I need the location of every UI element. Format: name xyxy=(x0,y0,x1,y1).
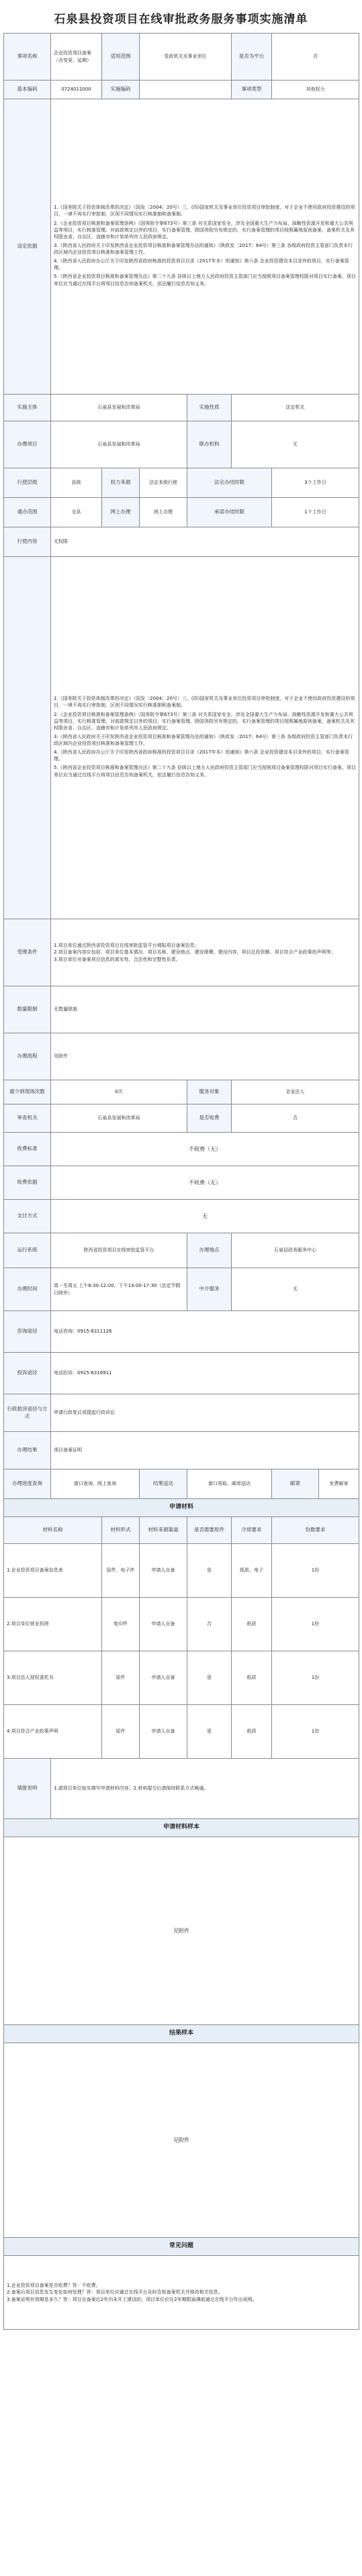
label-basis: 设定依据 xyxy=(4,99,51,395)
value-consult: 电话咨询：0915-6311126 xyxy=(51,1311,359,1353)
label-result-time: 办理进度查询 xyxy=(4,1470,51,1499)
value-basis xyxy=(51,99,359,395)
faq-body xyxy=(4,2256,359,2330)
value-quantity: 无数量限制 xyxy=(51,986,359,1033)
value-charge-basis: 不收费（无） xyxy=(51,1166,359,1200)
table-row xyxy=(4,1705,359,1759)
basis-para: 4.《陕西省人民政府办公厅关于印发陕西省政府核准的投资项目目录（2017年本）的通知》第六条 企业投资建设本目录外的项目，实行备案管理。 xyxy=(54,750,349,762)
row-handle-time xyxy=(4,1268,359,1311)
label-legal-deadline: 法定办结时限 xyxy=(187,468,272,498)
table-row xyxy=(4,1598,359,1651)
material-copies: 1份 xyxy=(272,1651,359,1705)
material-name: 2.项目单位营业执照 xyxy=(4,1598,102,1651)
label-check-time: 结果送达 xyxy=(140,1470,187,1499)
basis-para: 2.《企业投资项目核准和备案管理条例》（国务院令第673号）第三条 对关系国家安全、涉及全国重大生产力布局、战略性资源开发和重大公共利益等项目，实行核准管理。对前款规定以外的项目，实行备案管理。除国务院另有规定的，实行备案管理的项目按照属地原则备案，备案机关及其权限由省、自治区、直辖市和计划单列市人民政府规定。 xyxy=(54,220,355,240)
label-impl-code: 实施编码 xyxy=(102,81,140,99)
value-basic-code: 0724011000 xyxy=(51,81,102,99)
document-page xyxy=(3,0,359,2330)
materials-header-form: 材料形式 xyxy=(102,1517,140,1544)
value-basis-repeat xyxy=(51,557,359,919)
label-joint-agency: 联办机构 xyxy=(187,421,232,468)
value-is-charged: 否 xyxy=(232,1104,359,1133)
materials-header-original: 是否需要原件 xyxy=(187,1517,232,1544)
label-result: 办理结果 xyxy=(4,1432,51,1470)
materials-header-name: 材料名称 xyxy=(4,1517,102,1544)
value-power-source: 法定本级行使 xyxy=(140,468,187,498)
label-basis-repeat xyxy=(4,557,51,919)
row-charge-standard xyxy=(4,1133,359,1166)
material-copies: 1份 xyxy=(272,1705,359,1759)
label-handle-type: 办理项目 xyxy=(4,421,51,468)
label-basic-code: 基本编码 xyxy=(4,81,51,99)
label-name: 事项名称 xyxy=(4,34,51,81)
label-scope: 适用范围 xyxy=(102,34,140,81)
row-sample-title xyxy=(4,1819,359,1837)
row-faq-body xyxy=(4,2256,359,2330)
label-charge-standard: 收费标准 xyxy=(4,1133,51,1166)
value-review-subject: 石泉县发展和改革局 xyxy=(51,1104,187,1133)
label-impl-nature: 实施性质 xyxy=(187,395,232,421)
section-materials-title: 申请材料 xyxy=(4,1499,359,1517)
row-basis xyxy=(4,99,359,395)
row-materials-header xyxy=(4,1517,359,1544)
basis-para: 3.《陕西省人民政府关于印发陕西省企业投资项目核准和备案管理办法的通知》（陕政发〔2017〕64号）第三条 各级政府投资主管部门负责本行政区域内企业投资项目核准和备案管理工作。 xyxy=(54,733,353,747)
material-name: 1.企业投资项目备案信息表 xyxy=(4,1544,102,1598)
label-channel: 通办范围 xyxy=(4,498,51,527)
sample-body: 见附件 xyxy=(4,1837,359,2025)
table-row xyxy=(4,1544,359,1598)
label-handle-time: 办理时间 xyxy=(4,1268,51,1311)
value-fill-note: 1.请项目单位如实填写申请材料内容；2.材料提交后请保持联系方式畅通。 xyxy=(51,1759,359,1819)
row-result xyxy=(4,1432,359,1470)
value-check-time: 窗口领取、邮寄送达 xyxy=(187,1470,272,1499)
label-level: 行使层级 xyxy=(4,468,51,498)
value-charge-standard: 不收费（无） xyxy=(51,1133,359,1166)
row-content xyxy=(4,527,359,557)
value-content: 无权限 xyxy=(51,527,359,557)
label-standardized: 是否为平台 xyxy=(232,34,272,81)
label-charge-basis: 收费依据 xyxy=(4,1166,51,1200)
row-basis-repeat xyxy=(4,557,359,919)
value-online-depth: 网上办理 xyxy=(140,498,187,527)
row-complaint xyxy=(4,1353,359,1394)
section-faq-title: 常见问题 xyxy=(4,2238,359,2256)
basis-para: 5.《陕西省企业投资项目核准和备案管理办法》第二十九条 县级以上地方人民政府投资主管部门应当按照项目备案管理权限对项目实行备案。项目单位应当通过在线平台将项目信息告知备案机关，依法履行信息告知义务。 xyxy=(54,765,356,778)
label-conditions: 受理条件 xyxy=(4,919,51,986)
row-subject xyxy=(4,395,359,421)
result-sample-body: 见附件 xyxy=(4,2043,359,2238)
row-consult xyxy=(4,1311,359,1353)
condition-item: 2.项目备案内容应包括：项目单位基本情况、项目名称、建设地点、建设规模、建设内容、项目总投资额、项目符合产业政策的声明等； xyxy=(54,949,336,956)
value-impl-subject: 石泉县发展和改革局 xyxy=(51,395,187,421)
label-fill-note: 填报说明 xyxy=(4,1759,51,1819)
label-power-source: 权力来源 xyxy=(102,468,140,498)
value-result: 项目备案证明 xyxy=(51,1432,359,1470)
value-post-time: 免费邮寄 xyxy=(319,1470,359,1499)
value-handle-time: 周一至周五 上午8:30-12:00，下午14:00-17:30（法定节假日除外） xyxy=(51,1268,187,1311)
row-quantity xyxy=(4,986,359,1033)
material-name: 3.项目法人授权委托书 xyxy=(4,1651,102,1705)
value-joint-agency: 无 xyxy=(232,421,359,468)
value-legal-deadline: 3个工作日 xyxy=(272,468,359,498)
label-pay-method: 支付方式 xyxy=(4,1200,51,1233)
item-detail-table xyxy=(3,33,359,2330)
label-online-depth: 网上办理 xyxy=(102,498,140,527)
label-visits: 最少到现场次数 xyxy=(4,1080,51,1104)
material-copies: 1份 xyxy=(272,1598,359,1651)
value-promise-deadline: 1个工作日 xyxy=(272,498,359,527)
row-handle xyxy=(4,421,359,468)
row-fill-note xyxy=(4,1759,359,1819)
material-original: 否 xyxy=(187,1598,232,1651)
faq-item: 3.备案证明有效期是多久？答：项目自备案后2年内未开工建设的，项目单位应在2年期限届满前通过在线平台作出说明。 xyxy=(7,2296,257,2302)
material-medium: 纸质、电子 xyxy=(232,1544,272,1598)
label-express: 运行系统 xyxy=(4,1233,51,1268)
value-handle-type: 石泉县发展和改革局 xyxy=(51,421,187,468)
material-name: 4.项目符合产业政策声明 xyxy=(4,1705,102,1759)
label-review-subject: 审查机关 xyxy=(4,1104,51,1133)
value-express: 陕西省投资项目在线审批监管平台 xyxy=(51,1233,187,1268)
label-is-charged: 是否收费 xyxy=(187,1104,232,1133)
section-sample-title: 申请材料样本 xyxy=(4,1819,359,1837)
row-codes xyxy=(4,81,359,99)
value-complaint: 电话投诉：0915-6316911 xyxy=(51,1353,359,1394)
materials-header-medium: 介质要求 xyxy=(232,1517,272,1544)
material-form: 原件、电子件 xyxy=(102,1544,140,1598)
material-original: 是 xyxy=(187,1544,232,1598)
value-conditions xyxy=(51,919,359,986)
value-item-type: 其他权力 xyxy=(272,81,359,99)
value-scope: 党政机关及事业单位 xyxy=(140,34,232,81)
basis-para: 5.《陕西省企业投资项目核准和备案管理办法》第二十九条 县级以上地方人民政府投资主管部门应当按照项目备案管理权限对项目实行备案。项目单位应当通过在线平台将项目信息告知备案机关，依法履行信息告知义务。 xyxy=(54,274,356,287)
material-form: 原件 xyxy=(102,1651,140,1705)
label-address: 办理地点 xyxy=(187,1233,232,1268)
label-consult: 咨询途径 xyxy=(4,1311,51,1353)
row-materials-title xyxy=(4,1499,359,1517)
material-source: 申请人自备 xyxy=(140,1544,187,1598)
value-standardized: 否 xyxy=(272,34,359,81)
material-form: 原件 xyxy=(102,1705,140,1759)
row-channel xyxy=(4,498,359,527)
value-level: 县级 xyxy=(51,468,102,498)
row-faq-title xyxy=(4,2238,359,2256)
basis-para: 2.《企业投资项目核准和备案管理条例》（国务院令第673号）第三条 对关系国家安全、涉及全国重大生产力布局、战略性资源开发和重大公共利益等项目，实行核准管理。对前款规定以外的项目，实行备案管理。除国务院另有规定的，实行备案管理的项目按照属地原则备案，备案机关及其权限由省、自治区、直辖市和计划单列市人民政府规定。 xyxy=(54,711,355,731)
value-pay-method: 无 xyxy=(51,1200,359,1233)
row-level xyxy=(4,468,359,498)
label-complaint: 投诉途径 xyxy=(4,1353,51,1394)
label-item-type: 事项类型 xyxy=(232,81,272,99)
condition-item: 3.项目单位对备案项目信息的真实性、合法性和完整性负责。 xyxy=(54,956,181,962)
label-post-time: 邮寄 xyxy=(272,1470,319,1499)
value-address: 石泉县政务服务中心 xyxy=(232,1233,359,1268)
value-service-obj: 企业法人 xyxy=(232,1080,359,1104)
row-result-sample-title xyxy=(4,2025,359,2043)
value-center: 无 xyxy=(232,1268,359,1311)
material-source: 申请人自备 xyxy=(140,1651,187,1705)
material-source: 申请人自备 xyxy=(140,1705,187,1759)
material-copies: 1份 xyxy=(272,1544,359,1598)
value-result-time: 窗口查询、网上查询 xyxy=(51,1470,140,1499)
material-medium: 纸质 xyxy=(232,1705,272,1759)
faq-item: 1.企业投资项目备案是否收费？答：不收费。 xyxy=(7,2283,101,2289)
value-channel: 全县 xyxy=(51,498,102,527)
value-name: 企业投资项目备案（含变更、延期） xyxy=(51,34,102,81)
materials-header-source: 材料来源渠道 xyxy=(140,1517,187,1544)
section-result-sample-title: 结果样本 xyxy=(4,2025,359,2043)
row-express xyxy=(4,1233,359,1268)
row-remedy xyxy=(4,1394,359,1432)
row-pay-method xyxy=(4,1200,359,1233)
label-service-obj: 服务对象 xyxy=(187,1080,232,1104)
document-title: 石泉县投资项目在线审批政务服务事项实施清单 xyxy=(54,13,308,26)
value-remedy: 申请行政复议或提起行政诉讼 xyxy=(51,1394,359,1432)
label-center: 中介服务 xyxy=(187,1268,232,1311)
value-impl-code xyxy=(140,81,232,99)
label-content: 行使内容 xyxy=(4,527,51,557)
label-remedy: 行政救济途径与方式 xyxy=(4,1394,51,1432)
value-process: 见附件 xyxy=(51,1033,359,1080)
materials-header-copies: 份数要求 xyxy=(272,1517,359,1544)
row-result-sample-body xyxy=(4,2043,359,2238)
material-original: 是 xyxy=(187,1705,232,1759)
basis-para: 1.《国务院关于投资体制改革的决定》（国发〔2004〕20号）三、(四)国家机关及事业单位投资项目审批制度，对于企业不使用政府投资建设的项目，一律不再实行审批制，区别不同情况实行核准制和备案制。 xyxy=(54,696,355,709)
row-sample-body xyxy=(4,1837,359,2025)
label-process: 办理流程 xyxy=(4,1033,51,1080)
label-impl-subject: 实施主体 xyxy=(4,395,51,421)
material-original: 是 xyxy=(187,1651,232,1705)
value-visits: 0次 xyxy=(51,1080,187,1104)
label-promise-deadline: 承诺办结时限 xyxy=(187,498,272,527)
basis-para: 1.《国务院关于投资体制改革的决定》（国发〔2004〕20号）三、(四)国家机关及事业单位投资项目审批制度，对于企业不使用政府投资建设的项目，一律不再实行审批制，区别不同情况实行核准制和备案制。 xyxy=(54,205,355,217)
material-form: 复印件 xyxy=(102,1598,140,1651)
table-row xyxy=(4,1651,359,1705)
material-source: 申请人自备 xyxy=(140,1598,187,1651)
condition-item: 1.项目单位通过陕西省投资项目在线审批监管平台填报项目备案信息； xyxy=(54,943,199,949)
row-visits xyxy=(4,1080,359,1104)
faq-item: 2.备案后项目信息发生变化如何处理？答：项目单位应通过在线平台及时告知备案机关并修改相关信息。 xyxy=(7,2289,223,2296)
row-charge-basis xyxy=(4,1166,359,1200)
basis-para: 3.《陕西省人民政府关于印发陕西省企业投资项目核准和备案管理办法的通知》（陕政发〔2017〕64号）第三条 各级政府投资主管部门负责本行政区域内企业投资项目核准和备案管理工作。 xyxy=(54,242,353,256)
value-impl-nature: 法定机关 xyxy=(232,395,359,421)
material-medium: 纸质 xyxy=(232,1651,272,1705)
row-review xyxy=(4,1104,359,1133)
label-quantity: 数量限制 xyxy=(4,986,51,1033)
row-result-time xyxy=(4,1470,359,1499)
row-process xyxy=(4,1033,359,1080)
row-conditions xyxy=(4,919,359,986)
row-name xyxy=(4,34,359,81)
basis-para: 4.《陕西省人民政府办公厅关于印发陕西省政府核准的投资项目目录（2017年本）的通知》第六条 企业投资建设本目录外的项目，实行备案管理。 xyxy=(54,258,349,271)
material-medium: 纸质 xyxy=(232,1598,272,1651)
